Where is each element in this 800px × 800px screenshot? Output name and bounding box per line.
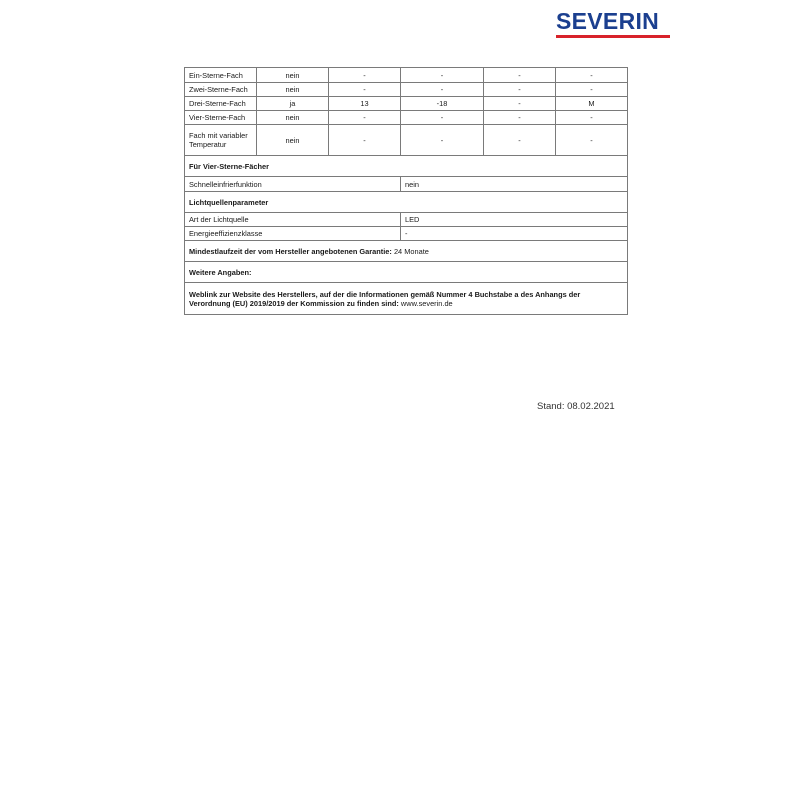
compartment-row-variable-temp [185,125,628,156]
four-star-section-row [185,156,628,177]
compartment-value: - [556,111,628,125]
compartment-row-3-star [185,97,628,111]
compartment-row-4-star [185,111,628,125]
light-section-row [185,192,628,213]
compartment-row-1-star [185,68,628,83]
energy-class-label: Energieeffizienzklasse [185,227,401,241]
compartment-value: - [556,83,628,97]
quick-freeze-label: Schnelleinfrierfunktion [185,177,401,192]
compartment-value: 13 [329,97,401,111]
compartment-value: - [484,83,556,97]
warranty-value: 24 Monate [391,246,429,256]
compartment-value: M [556,97,628,111]
compartment-value: -18 [401,97,484,111]
compartment-value: - [556,125,628,156]
compartment-label: Zwei-Sterne-Fach [185,83,257,97]
compartment-label: Drei-Sterne-Fach [185,97,257,111]
compartment-value: - [329,83,401,97]
compartment-present: nein [257,125,329,156]
compartment-value: - [484,97,556,111]
warranty-cell [185,241,628,262]
compartment-value: - [484,68,556,83]
light-heading: Lichtquellenparameter [185,192,628,213]
compartment-value: - [329,125,401,156]
light-type-value: LED [401,213,628,227]
energy-class-value: - [401,227,628,241]
document-date: Stand: 08.02.2021 [537,401,615,412]
compartment-present: ja [257,97,329,111]
weblink-value: www.severin.de [398,298,453,308]
compartment-label: Ein-Sterne-Fach [185,68,257,83]
weblink-row [185,283,628,315]
energy-class-row [185,227,628,241]
compartment-present: nein [257,68,329,83]
further-info-row [185,262,628,283]
product-information-table [184,67,628,315]
weblink-cell [185,283,628,315]
compartment-value: - [401,68,484,83]
quick-freeze-value: nein [401,177,628,192]
compartment-present: nein [257,111,329,125]
warranty-label: Mindestlaufzeit der vom Hersteller angebotenen Garantie: [189,246,392,256]
compartment-value: - [329,111,401,125]
weblink-label: Weblink zur Website des Herstellers, auf der die Informationen gemäß Nummer 4 Buchstabe a des Anhangs der Verordnung (EU) 2019/2019 der Kommission zu finden sind: [189,289,581,308]
compartment-value: - [401,83,484,97]
compartment-label: Vier-Sterne-Fach [185,111,257,125]
compartment-value: - [556,68,628,83]
compartment-value: - [329,68,401,83]
severin-logo [556,10,670,38]
quick-freeze-row [185,177,628,192]
compartment-value: - [484,111,556,125]
compartment-present: nein [257,83,329,97]
light-type-row [185,213,628,227]
compartment-value: - [484,125,556,156]
four-star-heading: Für Vier-Sterne-Fächer [185,156,628,177]
compartment-value: - [401,111,484,125]
logo-underline [556,35,670,38]
warranty-row [185,241,628,262]
further-info-heading: Weitere Angaben: [185,262,628,283]
compartment-value: - [401,125,484,156]
light-type-label: Art der Lichtquelle [185,213,401,227]
compartment-row-2-star [185,83,628,97]
brand-name: SEVERIN [556,8,660,34]
compartment-label: Fach mit variabler Temperatur [185,125,257,156]
